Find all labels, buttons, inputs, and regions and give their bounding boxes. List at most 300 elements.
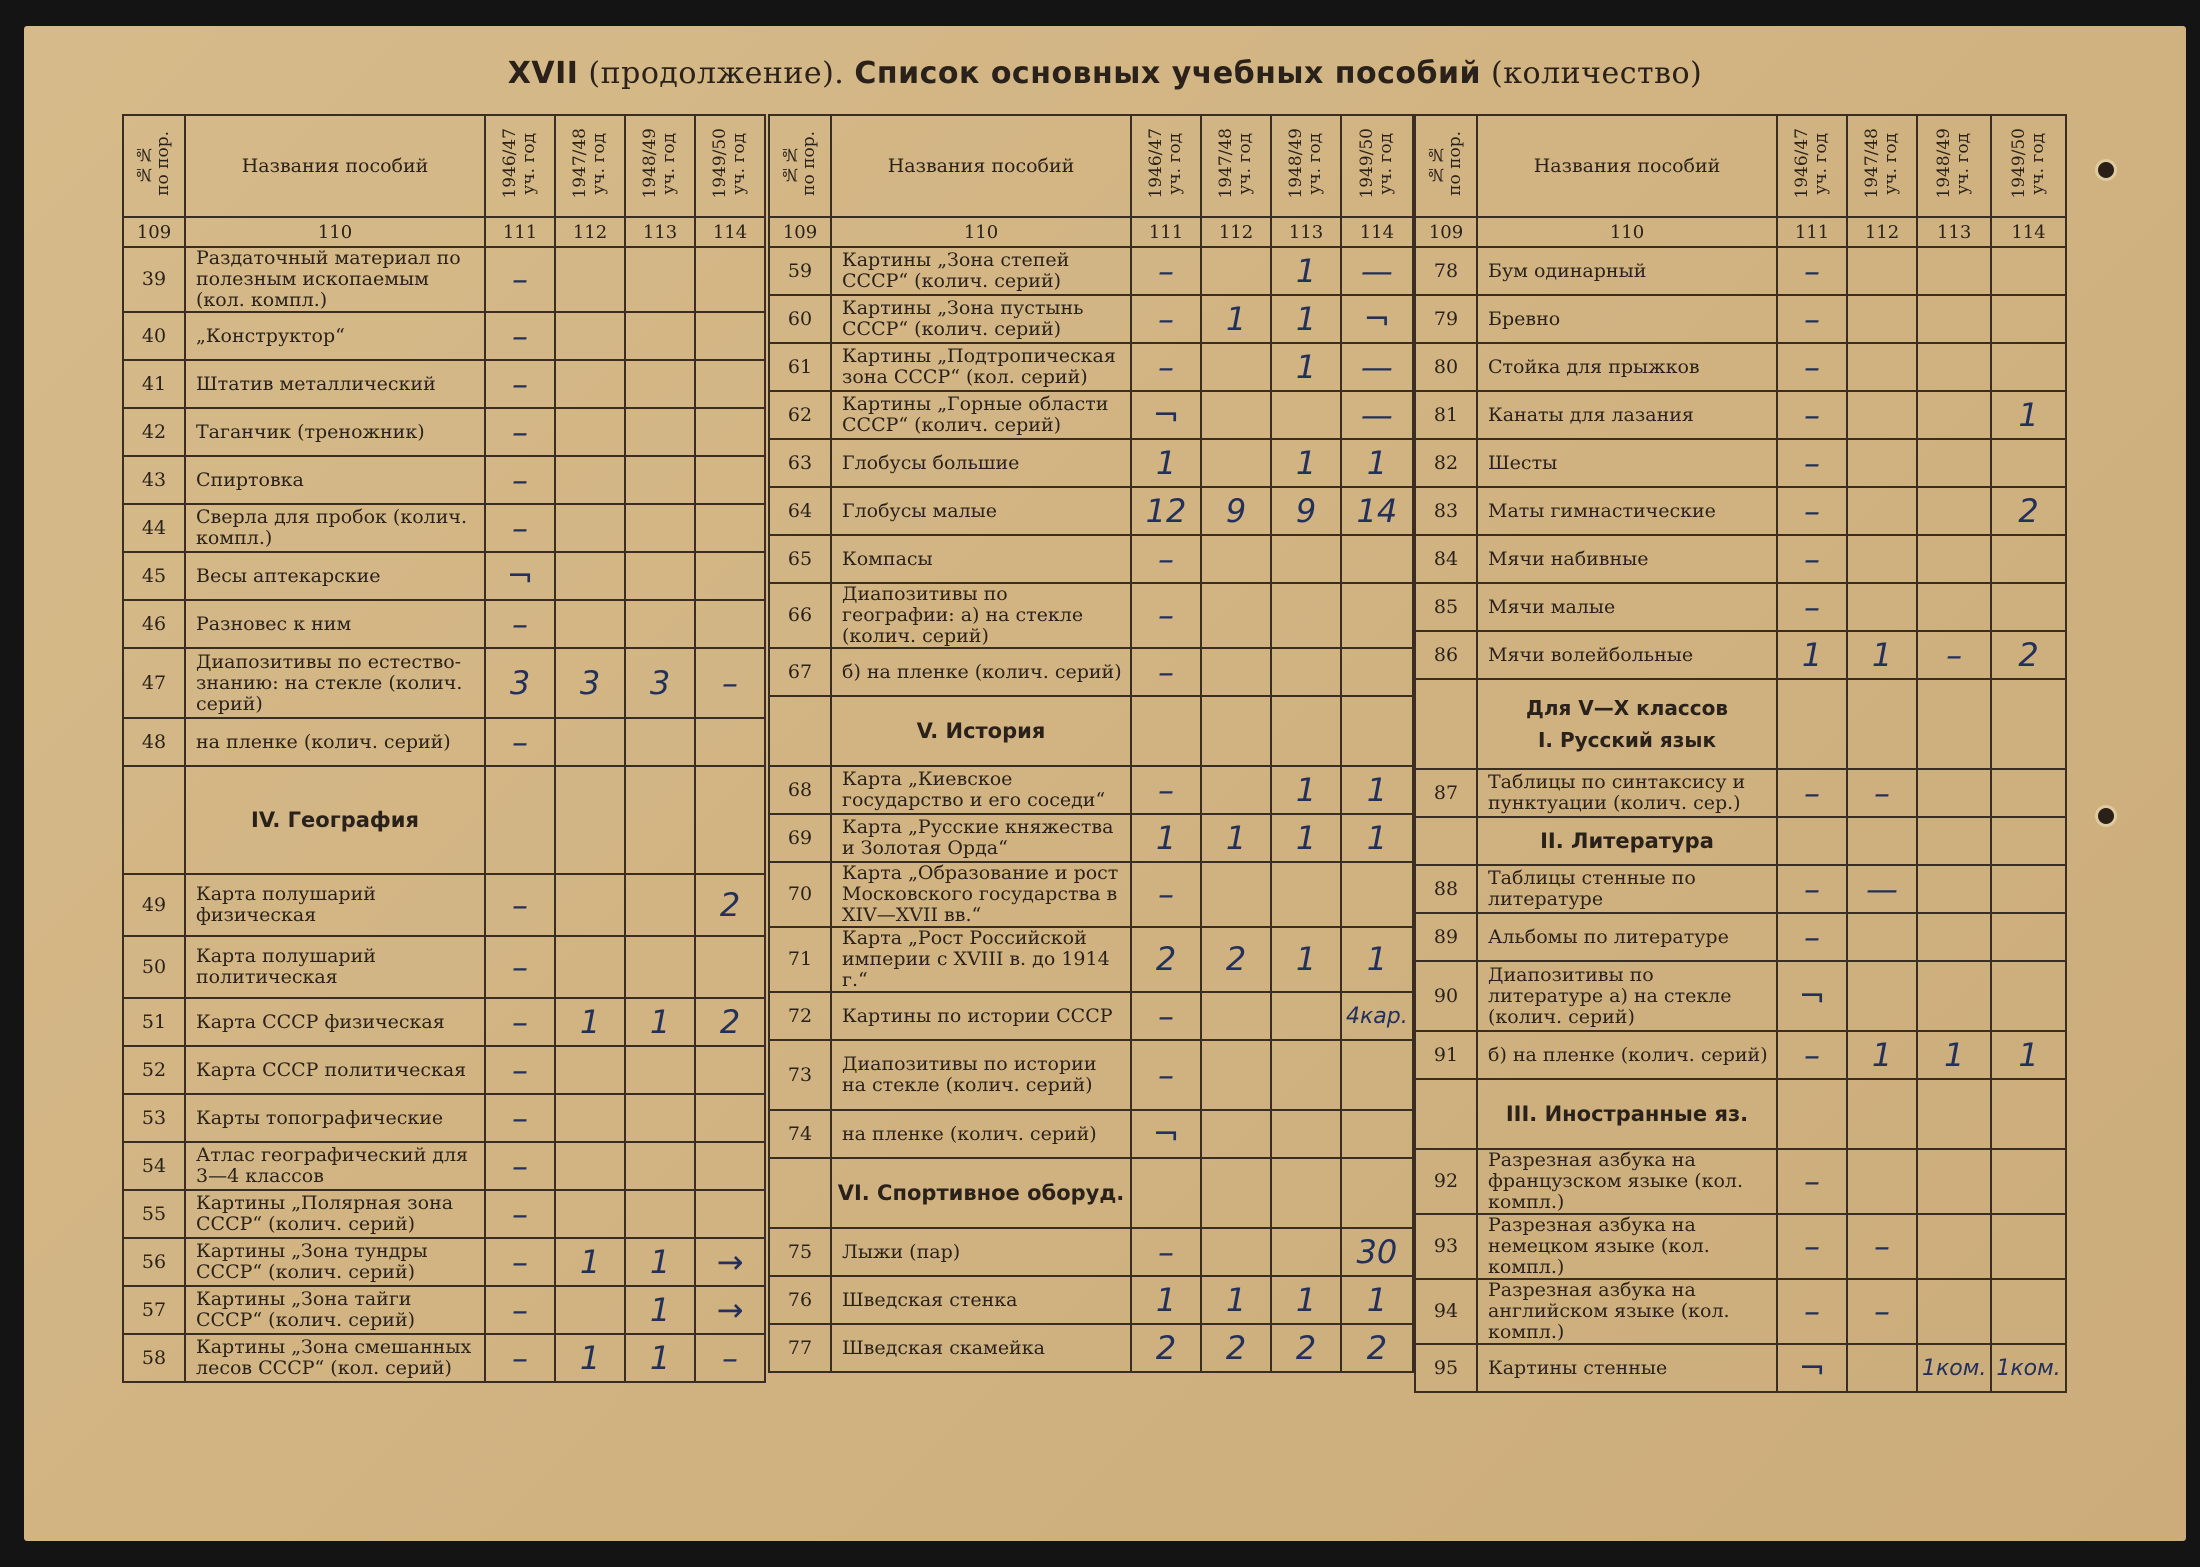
- row-number: 41: [123, 360, 185, 408]
- handwritten-value: [1341, 1040, 1413, 1110]
- handwritten-value: [625, 504, 695, 552]
- table-row: [123, 1094, 765, 1142]
- handwritten-value: 4кар.: [1341, 992, 1413, 1040]
- section-row: [1415, 679, 2066, 769]
- item-name: Диапозитивы по литературе а) на стекле (колич. серий): [1477, 961, 1777, 1031]
- header-year-1949-label: 1949/50 уч. год: [710, 128, 749, 199]
- header-year-1947-label: 1947/48 уч. год: [570, 128, 609, 199]
- section-heading: [1477, 679, 1777, 769]
- handwritten-value: [695, 552, 765, 600]
- handwritten-value: [555, 1142, 625, 1190]
- table-row: [769, 439, 1413, 487]
- item-name: Бум одинарный: [1477, 247, 1777, 295]
- table-row: [1415, 769, 2066, 817]
- header-year-1949: [1341, 115, 1413, 217]
- empty-cell: [1271, 1158, 1341, 1228]
- handwritten-value: [695, 504, 765, 552]
- item-name: Маты гимнастические: [1477, 487, 1777, 535]
- handwritten-value: [1271, 1228, 1341, 1276]
- handwritten-value: →: [695, 1286, 765, 1334]
- table-column-2: [768, 114, 1414, 1373]
- section-row: [1415, 1079, 2066, 1149]
- handwritten-value: –: [485, 504, 555, 552]
- section-title: II. Литература: [1540, 828, 1714, 853]
- empty-cell: [1917, 1079, 1991, 1149]
- header-name: [1477, 115, 1777, 217]
- handwritten-value: 1: [625, 1334, 695, 1382]
- item-name: Разрезная азбука на английском языке (кол. компл.): [1477, 1279, 1777, 1344]
- handwritten-value: [1341, 648, 1413, 696]
- handwritten-value: [555, 600, 625, 648]
- column-number: 113: [1271, 217, 1341, 247]
- section-row: [769, 696, 1413, 766]
- table-row: [123, 1238, 765, 1286]
- item-name: Штатив металлический: [185, 360, 485, 408]
- row-number: 52: [123, 1046, 185, 1094]
- handwritten-value: [1917, 961, 1991, 1031]
- section-heading: [831, 696, 1131, 766]
- empty-cell: [1201, 1158, 1271, 1228]
- handwritten-value: [555, 1094, 625, 1142]
- empty-cell: [1415, 1079, 1477, 1149]
- handwritten-value: [1847, 439, 1917, 487]
- handwritten-value: 1: [1201, 295, 1271, 343]
- handwritten-value: 2: [1131, 1324, 1201, 1372]
- handwritten-value: [1201, 862, 1271, 927]
- handwritten-value: —: [1341, 247, 1413, 295]
- handwritten-value: [1847, 961, 1917, 1031]
- table-row: [1415, 1279, 2066, 1344]
- header-number: [123, 115, 185, 217]
- row-number: 87: [1415, 769, 1477, 817]
- handwritten-value: 3: [485, 648, 555, 718]
- handwritten-value: [625, 874, 695, 936]
- handwritten-value: 2: [695, 874, 765, 936]
- handwritten-value: [555, 718, 625, 766]
- item-name: Карта СССР физическая: [185, 998, 485, 1046]
- table-row: [769, 1324, 1413, 1372]
- handwritten-value: 1: [555, 998, 625, 1046]
- handwritten-value: –: [485, 456, 555, 504]
- empty-cell: [555, 766, 625, 874]
- handwritten-value: [1917, 1279, 1991, 1344]
- header-year-1946: [485, 115, 555, 217]
- handwritten-value: [1917, 865, 1991, 913]
- table-row: [769, 1276, 1413, 1324]
- item-name: Атлас географический для 3—4 классов: [185, 1142, 485, 1190]
- header-number-label: №№ по пор.: [780, 131, 819, 196]
- handwritten-value: –: [485, 1286, 555, 1334]
- table-row: [769, 1110, 1413, 1158]
- item-name: Картины „Зона пустынь СССР“ (колич. серий): [831, 295, 1131, 343]
- handwritten-value: [1341, 1110, 1413, 1158]
- item-name: Карта полушарий политическая: [185, 936, 485, 998]
- empty-cell: [1201, 696, 1271, 766]
- handwritten-value: ¬: [1777, 1344, 1847, 1392]
- table-column-1: [122, 114, 766, 1383]
- item-name: Картины „Зона тундры СССР“ (колич. серий): [185, 1238, 485, 1286]
- handwritten-value: [625, 1094, 695, 1142]
- handwritten-value: 1: [1847, 631, 1917, 679]
- handwritten-value: [1271, 1040, 1341, 1110]
- row-number: 57: [123, 1286, 185, 1334]
- handwritten-value: 1: [1131, 814, 1201, 862]
- handwritten-value: 1: [625, 998, 695, 1046]
- handwritten-value: [1991, 913, 2065, 961]
- item-name: Мячи малые: [1477, 583, 1777, 631]
- row-number: 76: [769, 1276, 831, 1324]
- row-number: 70: [769, 862, 831, 927]
- handwritten-value: –: [1777, 769, 1847, 817]
- item-name: Диапозитивы по истории на стекле (колич. серий): [831, 1040, 1131, 1110]
- handwritten-value: 12: [1131, 487, 1201, 535]
- handwritten-value: [555, 504, 625, 552]
- handwritten-value: —: [1341, 343, 1413, 391]
- handwritten-value: –: [485, 247, 555, 312]
- handwritten-value: [555, 456, 625, 504]
- handwritten-value: [625, 600, 695, 648]
- handwritten-value: –: [1777, 535, 1847, 583]
- empty-cell: [1415, 817, 1477, 865]
- section-title: V. История: [916, 718, 1046, 743]
- handwritten-value: [625, 456, 695, 504]
- row-number: 69: [769, 814, 831, 862]
- item-name: Разрезная азбука на немецком языке (кол. компл.): [1477, 1214, 1777, 1279]
- handwritten-value: –: [1777, 391, 1847, 439]
- handwritten-value: ¬: [1131, 391, 1201, 439]
- handwritten-value: [1917, 769, 1991, 817]
- handwritten-value: –: [485, 1190, 555, 1238]
- handwritten-value: [1917, 487, 1991, 535]
- handwritten-value: [1917, 247, 1991, 295]
- item-name: Карта СССР политическая: [185, 1046, 485, 1094]
- handwritten-value: [1991, 865, 2065, 913]
- handwritten-value: –: [485, 1334, 555, 1382]
- table-row: [769, 583, 1413, 648]
- item-name: Карта „Рост Российской империи с XVIII в. до 1914 г.“: [831, 927, 1131, 992]
- row-number: 95: [1415, 1344, 1477, 1392]
- handwritten-value: [1991, 961, 2065, 1031]
- handwritten-value: [695, 1190, 765, 1238]
- item-name: Карта „Образование и рост Московского государства в XIV—XVII вв.“: [831, 862, 1131, 927]
- table-row: [123, 600, 765, 648]
- row-number: 71: [769, 927, 831, 992]
- item-name: Диапозитивы по географии: а) на стекле (колич. серий): [831, 583, 1131, 648]
- handwritten-value: [1271, 862, 1341, 927]
- handwritten-value: [1991, 1279, 2065, 1344]
- handwritten-value: —: [1847, 865, 1917, 913]
- handwritten-value: [555, 360, 625, 408]
- header-year-1949-label: 1949/50 уч. год: [1356, 128, 1396, 199]
- table-column-3: [1414, 114, 2067, 1393]
- handwritten-value: 1: [1271, 814, 1341, 862]
- row-number: 65: [769, 535, 831, 583]
- empty-cell: [1991, 817, 2065, 865]
- column-number: 109: [769, 217, 831, 247]
- table-row: [123, 408, 765, 456]
- item-name: Шесты: [1477, 439, 1777, 487]
- table-row: [123, 718, 765, 766]
- handwritten-value: [1991, 1149, 2065, 1214]
- handwritten-value: [1271, 391, 1341, 439]
- row-number: 50: [123, 936, 185, 998]
- handwritten-value: [1847, 343, 1917, 391]
- supplies-table: [1414, 114, 2067, 1393]
- handwritten-value: –: [1131, 535, 1201, 583]
- table-row: [1415, 865, 2066, 913]
- handwritten-value: [695, 600, 765, 648]
- header-year-1946: [1131, 115, 1201, 217]
- handwritten-value: [1847, 487, 1917, 535]
- handwritten-value: [555, 936, 625, 998]
- handwritten-value: [625, 936, 695, 998]
- header-year-1948-label: 1948/49 уч. год: [1934, 128, 1974, 199]
- row-number: 80: [1415, 343, 1477, 391]
- empty-cell: [1777, 817, 1847, 865]
- handwritten-value: 3: [555, 648, 625, 718]
- handwritten-value: [1201, 766, 1271, 814]
- handwritten-value: –: [1777, 913, 1847, 961]
- handwritten-value: 2: [695, 998, 765, 1046]
- item-name: Бревно: [1477, 295, 1777, 343]
- item-name: Компасы: [831, 535, 1131, 583]
- column-number: 110: [1477, 217, 1777, 247]
- handwritten-value: [1847, 247, 1917, 295]
- handwritten-value: 2: [1991, 487, 2065, 535]
- table-row: [123, 1286, 765, 1334]
- handwritten-value: [1991, 535, 2065, 583]
- empty-cell: [1917, 817, 1991, 865]
- row-number: 89: [1415, 913, 1477, 961]
- row-number: 61: [769, 343, 831, 391]
- handwritten-value: –: [485, 408, 555, 456]
- empty-cell: [1777, 1079, 1847, 1149]
- handwritten-value: [1201, 1040, 1271, 1110]
- handwritten-value: [1991, 439, 2065, 487]
- handwritten-value: 2: [1271, 1324, 1341, 1372]
- row-number: 59: [769, 247, 831, 295]
- column-number: 113: [1917, 217, 1991, 247]
- handwritten-value: –: [1777, 343, 1847, 391]
- handwritten-value: 1ком.: [1917, 1344, 1991, 1392]
- handwritten-value: [625, 408, 695, 456]
- handwritten-value: [1847, 1149, 1917, 1214]
- section-title: VI. Спортивное оборуд.: [837, 1180, 1125, 1205]
- header-year-1949-label: 1949/50 уч. год: [2008, 128, 2048, 199]
- handwritten-value: [625, 1046, 695, 1094]
- section-title: IV. География: [251, 807, 419, 832]
- column-number: 112: [555, 217, 625, 247]
- header-name: [831, 115, 1131, 217]
- handwritten-value: [695, 360, 765, 408]
- handwritten-value: [555, 312, 625, 360]
- table-row: [1415, 913, 2066, 961]
- row-number: 86: [1415, 631, 1477, 679]
- item-name: Разновес к ним: [185, 600, 485, 648]
- handwritten-value: 1: [1341, 814, 1413, 862]
- handwritten-value: [625, 718, 695, 766]
- table-row: [123, 456, 765, 504]
- item-name: Мячи волейбольные: [1477, 631, 1777, 679]
- empty-cell: [1777, 679, 1847, 769]
- item-name: Таблицы стенные по литературе: [1477, 865, 1777, 913]
- row-number: 49: [123, 874, 185, 936]
- handwritten-value: 1: [1917, 1031, 1991, 1079]
- section-subtitle: I. Русский язык: [1537, 728, 1717, 752]
- table-row: [123, 1190, 765, 1238]
- item-name: Картины „Полярная зона СССР“ (колич. серий): [185, 1190, 485, 1238]
- handwritten-value: [1201, 1228, 1271, 1276]
- handwritten-value: –: [1131, 992, 1201, 1040]
- item-name: Альбомы по литературе: [1477, 913, 1777, 961]
- handwritten-value: 2: [1201, 927, 1271, 992]
- handwritten-value: [1201, 1110, 1271, 1158]
- handwritten-value: [1917, 343, 1991, 391]
- handwritten-value: –: [1847, 769, 1917, 817]
- handwritten-value: –: [1131, 648, 1201, 696]
- handwritten-value: [1917, 583, 1991, 631]
- handwritten-value: [1201, 583, 1271, 648]
- handwritten-value: –: [485, 1094, 555, 1142]
- empty-cell: [625, 766, 695, 874]
- table-row: [123, 312, 765, 360]
- table-row: [123, 874, 765, 936]
- handwritten-value: [695, 1046, 765, 1094]
- item-name: Глобусы большие: [831, 439, 1131, 487]
- row-number: 51: [123, 998, 185, 1046]
- table-row: [123, 1142, 765, 1190]
- handwritten-value: –: [1917, 631, 1991, 679]
- table-row: [1415, 1031, 2066, 1079]
- row-number: 46: [123, 600, 185, 648]
- handwritten-value: 1: [625, 1238, 695, 1286]
- section-heading: [185, 766, 485, 874]
- handwritten-value: [1847, 1344, 1917, 1392]
- row-number: 66: [769, 583, 831, 648]
- empty-cell: [1847, 679, 1917, 769]
- handwritten-value: –: [485, 312, 555, 360]
- supplies-table: [768, 114, 1414, 1373]
- handwritten-value: [1917, 1214, 1991, 1279]
- column-number: 111: [1131, 217, 1201, 247]
- handwritten-value: –: [1777, 487, 1847, 535]
- title-part2: (продолжение).: [578, 56, 855, 91]
- handwritten-value: [625, 312, 695, 360]
- table-row: [769, 487, 1413, 535]
- handwritten-value: [555, 1286, 625, 1334]
- table-row: [769, 992, 1413, 1040]
- empty-cell: [485, 766, 555, 874]
- handwritten-value: [1847, 295, 1917, 343]
- handwritten-value: –: [695, 648, 765, 718]
- table-row: [1415, 535, 2066, 583]
- handwritten-value: [695, 1094, 765, 1142]
- row-number: 74: [769, 1110, 831, 1158]
- handwritten-value: ¬: [1341, 295, 1413, 343]
- item-name: Раздаточный материал по полезным ископаемым (кол. компл.): [185, 247, 485, 312]
- column-number: 114: [1341, 217, 1413, 247]
- handwritten-value: 2: [1991, 631, 2065, 679]
- table-row: [769, 814, 1413, 862]
- column-number: 111: [1777, 217, 1847, 247]
- empty-cell: [1131, 1158, 1201, 1228]
- punch-hole: [2098, 162, 2114, 178]
- empty-cell: [769, 696, 831, 766]
- row-number: 81: [1415, 391, 1477, 439]
- title-part4: (количество): [1481, 56, 1703, 91]
- handwritten-value: 1: [555, 1334, 625, 1382]
- header-name-label: Названия пособий: [887, 154, 1075, 177]
- handwritten-value: –: [485, 874, 555, 936]
- row-number: 94: [1415, 1279, 1477, 1344]
- handwritten-value: 1: [1131, 1276, 1201, 1324]
- item-name: Картины „Зона тайги СССР“ (колич. серий): [185, 1286, 485, 1334]
- item-name: Таганчик (треножник): [185, 408, 485, 456]
- handwritten-value: [1847, 583, 1917, 631]
- handwritten-value: [625, 360, 695, 408]
- item-name: Таблицы по синтаксису и пунктуации (колич. сер.): [1477, 769, 1777, 817]
- handwritten-value: [1847, 391, 1917, 439]
- row-number: 54: [123, 1142, 185, 1190]
- item-name: Глобусы малые: [831, 487, 1131, 535]
- handwritten-value: –: [1777, 1031, 1847, 1079]
- handwritten-value: [1917, 391, 1991, 439]
- handwritten-value: [695, 247, 765, 312]
- handwritten-value: –: [485, 600, 555, 648]
- section-title: Для V—X классов: [1526, 696, 1728, 720]
- handwritten-value: ¬: [485, 552, 555, 600]
- column-number: 110: [185, 217, 485, 247]
- handwritten-value: [1917, 295, 1991, 343]
- row-number: 88: [1415, 865, 1477, 913]
- handwritten-value: –: [1777, 1149, 1847, 1214]
- handwritten-value: [1201, 391, 1271, 439]
- row-number: 92: [1415, 1149, 1477, 1214]
- handwritten-value: –: [485, 360, 555, 408]
- row-number: 53: [123, 1094, 185, 1142]
- item-name: Картины „Горные области СССР“ (колич. серий): [831, 391, 1131, 439]
- table-row: [123, 998, 765, 1046]
- empty-cell: [1131, 696, 1201, 766]
- empty-cell: [1341, 696, 1413, 766]
- handwritten-value: [555, 1190, 625, 1238]
- handwritten-value: [555, 247, 625, 312]
- header-year-1947: [1847, 115, 1917, 217]
- row-number: 64: [769, 487, 831, 535]
- empty-cell: [1847, 817, 1917, 865]
- handwritten-value: –: [1847, 1279, 1917, 1344]
- header-year-1947: [1201, 115, 1271, 217]
- handwritten-value: [1271, 992, 1341, 1040]
- item-name: Весы аптекарские: [185, 552, 485, 600]
- table-row: [123, 247, 765, 312]
- handwritten-value: –: [1777, 583, 1847, 631]
- column-number: 114: [695, 217, 765, 247]
- handwritten-value: [1991, 295, 2065, 343]
- handwritten-value: 9: [1271, 487, 1341, 535]
- handwritten-value: [1341, 535, 1413, 583]
- handwritten-value: [695, 456, 765, 504]
- section-heading: [1477, 1079, 1777, 1149]
- column-number: 113: [625, 217, 695, 247]
- handwritten-value: –: [485, 1142, 555, 1190]
- table-row: [769, 1228, 1413, 1276]
- empty-cell: [1847, 1079, 1917, 1149]
- header-number: [769, 115, 831, 217]
- handwritten-value: –: [1131, 1040, 1201, 1110]
- row-number: 67: [769, 648, 831, 696]
- row-number: 90: [1415, 961, 1477, 1031]
